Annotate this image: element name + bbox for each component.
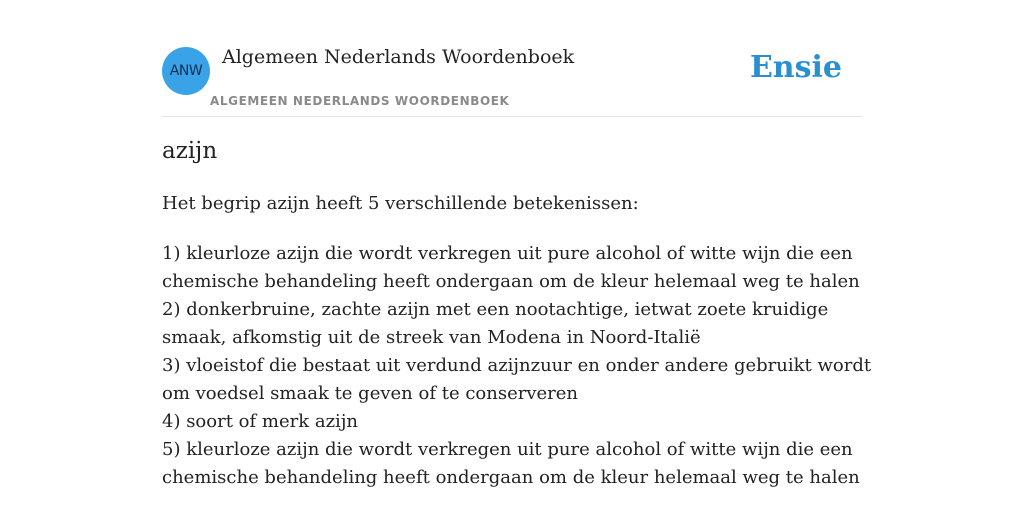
definition-item: 1) kleurloze azijn die wordt verkregen uit pure alcohol of witte wijn die een chemische behandeling heeft ondergaan om de kleur helemaal weg te halen — [162, 243, 860, 292]
site-title[interactable]: Algemeen Nederlands Woordenboek — [222, 46, 575, 68]
definition-item: 5) kleurloze azijn die wordt verkregen uit pure alcohol of witte wijn die een chemische behandeling heeft ondergaan om de kleur helemaal weg te halen — [162, 439, 860, 488]
entry-word: azijn — [162, 138, 218, 164]
header — [162, 40, 862, 117]
ensie-logo[interactable]: Ensie — [749, 50, 842, 85]
anw-logo[interactable]: ANW — [162, 47, 210, 95]
definition-list — [162, 240, 874, 492]
definition-item: 3) vloeistof die bestaat uit verdund azijnzuur en onder andere gebruikt wordt om voedsel smaak te geven of te conserveren — [162, 355, 872, 404]
site-subtitle: ALGEMEEN NEDERLANDS WOORDENBOEK — [210, 94, 510, 108]
entry-intro: Het begrip azijn heeft 5 verschillende betekenissen: — [162, 193, 639, 214]
definition-item: 4) soort of merk azijn — [162, 411, 358, 432]
definition-item: 2) donkerbruine, zachte azijn met een nootachtige, ietwat zoete kruidige smaak, afkomstig uit de streek van Modena in Noord-Italië — [162, 299, 829, 348]
